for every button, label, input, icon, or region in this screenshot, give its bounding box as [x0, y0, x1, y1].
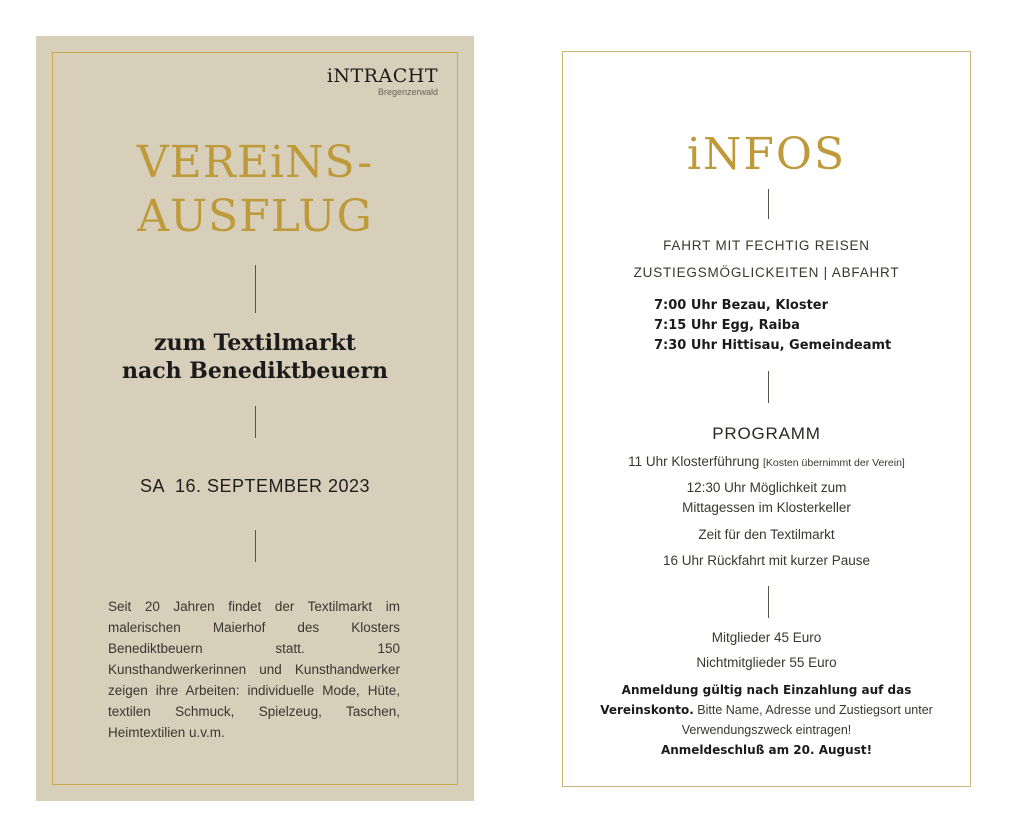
program-item-note: [Kosten übernimmt der Verein]	[763, 457, 905, 469]
stops-heading: ZUSTIEGSMÖGLICKEITEN | ABFAHRT	[633, 265, 900, 280]
registration-notice-bold: Anmeldung gültig nach Einzahlung auf das Vereinskonto.	[600, 683, 912, 717]
registration-notice	[583, 680, 950, 760]
program-item-text: 12:30 Uhr Möglichkeit zum	[686, 480, 847, 495]
price-nonmembers: Nichtmitglieder 55 Euro	[696, 655, 837, 670]
divider-line	[768, 586, 769, 618]
divider-line	[255, 265, 256, 313]
divider-line	[255, 530, 256, 562]
event-description: Seit 20 Jahren findet der Textilmarkt im malerischen Maierhof des Klosters Benediktbeuern statt. 150 Kunsthandwerkerinnen und Kunsthandwerker zeigen ihre Arbeiten: individuelle Mode, Hüte, textilen Schmuck, Spielzeug, Taschen, Heimtextilien u.v.m.	[108, 599, 400, 740]
divider-line	[768, 371, 769, 403]
subtitle-line-2: nach Benediktbeuern	[122, 358, 388, 384]
event-date: SA 16. SEPTEMBER 2023	[139, 476, 371, 496]
event-title	[36, 136, 474, 244]
program-item: Zeit für den Textilmarkt	[698, 527, 835, 542]
registration-deadline: Anmeldeschluß am 20. August!	[660, 743, 873, 757]
divider-line	[255, 406, 256, 438]
logo	[327, 66, 438, 97]
logo-sub: Bregenzerwald	[377, 87, 438, 97]
title-line-1: VEREiNS-	[136, 137, 374, 188]
departure-item: 7:00 Uhr Bezau, Kloster	[654, 298, 829, 313]
program-item: 16 Uhr Rückfahrt mit kurzer Pause	[662, 553, 871, 568]
infos-title: iNFOS	[686, 129, 847, 180]
logo-main: iNTRACHT	[326, 65, 438, 87]
registration-notice-text: Bitte Name, Adresse und Zustiegsort unter Verwendungszweck eintragen!	[681, 703, 933, 737]
program-item	[563, 478, 970, 518]
left-panel	[36, 36, 474, 801]
departure-item: 7:15 Uhr Egg, Raiba	[654, 318, 800, 333]
program-item-text: 11 Uhr Klosterführung	[628, 454, 760, 469]
price-members: Mitglieder 45 Euro	[711, 630, 822, 645]
departure-item: 7:30 Uhr Hittisau, Gemeindeamt	[654, 338, 892, 353]
divider-line	[768, 189, 769, 219]
event-subtitle	[36, 329, 474, 385]
program-heading: PROGRAMM	[712, 424, 821, 443]
title-line-2: AUSFLUG	[137, 191, 373, 242]
right-panel	[562, 51, 971, 787]
travel-info: FAHRT MIT FECHTIG REISEN	[663, 238, 870, 253]
departure-list	[654, 296, 891, 356]
subtitle-line-1: zum Textilmarkt	[154, 330, 356, 356]
program-item	[563, 452, 970, 473]
program-item-text: Mittagessen im Klosterkeller	[682, 500, 851, 515]
